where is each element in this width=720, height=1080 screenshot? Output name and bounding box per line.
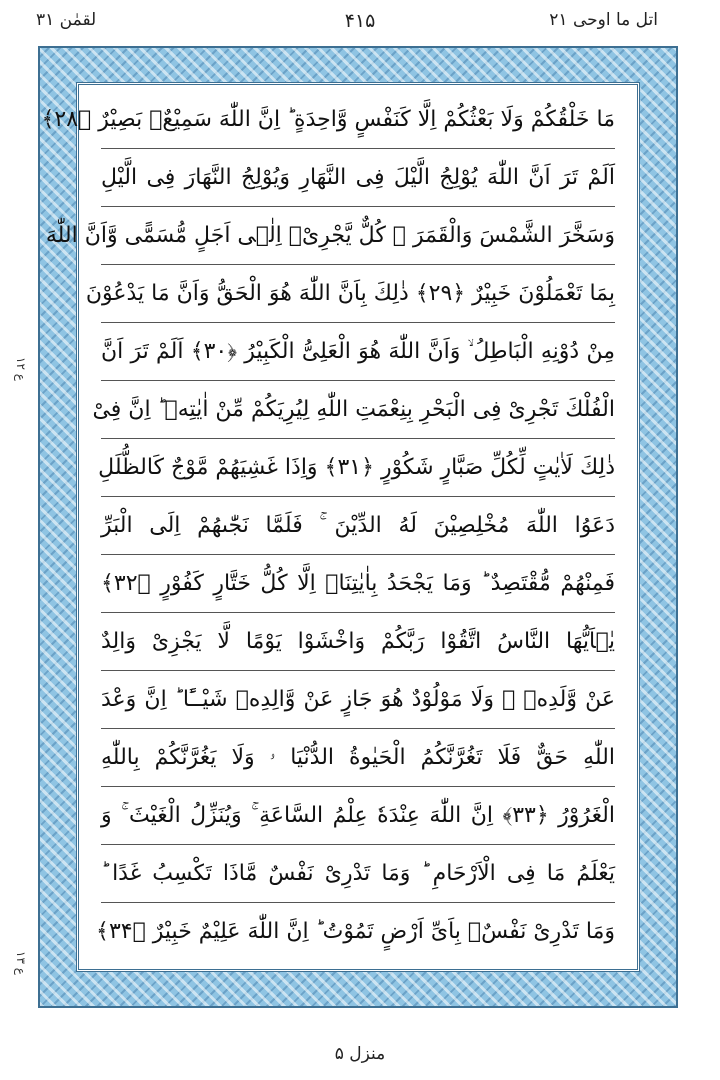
verse-line: دَعَوُا اللّٰهَ مُخْلِصِيْنَ لَهُ الدِّيْنَ ۚ فَلَمَّا نَجّٰىهُمْ اِلَى الْبَرِّ <box>101 497 615 555</box>
ruku-mark-upper: ع ۱۲ <box>14 357 28 381</box>
verse-line: يٰۤاَيُّهَا النَّاسُ اتَّقُوْا رَبَّكُمْ وَاخْشَوْا يَوْمًا لَّا يَجْزِىْ وَالِدٌ <box>101 613 615 671</box>
juz-name: اتل ما اوحی ۲۱ <box>549 10 658 30</box>
verse-line: وَمَا تَدْرِىْ نَفْسٌۢ بِاَىِّ اَرْضٍ تَمُوْتُ ؕ اِنَّ اللّٰهَ عَلِيْمٌ خَبِيْرٌ ﴿۳۴﴾ <box>96 919 615 944</box>
verse-line: مَا خَلْقُكُمْ وَلَا بَعْثُكُمْ اِلَّا كَنَفْسٍ وَّاحِدَةٍ ؕ اِنَّ اللّٰهَ سَمِيْعٌۢ بَصِيْرٌ ﴿۲۸﴾ <box>101 91 615 149</box>
surah-name: لقمٰن ۳۱ <box>36 10 97 30</box>
verse-line: مِنْ دُوْنِهِ الْبَاطِلُ ۙ وَاَنَّ اللّٰهَ هُوَ الْعَلِىُّ الْكَبِيْرُ ﴿۳۰﴾ اَلَمْ تَرَ اَنَّ <box>101 323 615 381</box>
verse-line: فَمِنْهُمْ مُّقْتَصِدٌ ؕ وَمَا يَجْحَدُ بِاٰيٰتِنَاۤ اِلَّا كُلُّ خَتَّارٍ كَفُوْرٍ ﴿۳۲﴾ <box>101 555 615 613</box>
decorative-border-frame <box>38 46 678 1008</box>
verse-line: اللّٰهِ حَقٌّ فَلَا تَغُرَّنَّكُمُ الْحَيٰوةُ الدُّنْيَا ۥ وَلَا يَغُرَّنَّكُمْ بِاللّٰهِ <box>101 729 615 787</box>
verse-line: الْفُلْكَ تَجْرِىْ فِى الْبَحْرِ بِنِعْمَتِ اللّٰهِ لِيُرِيَكُمْ مِّنْ اٰيٰتِهٖ ؕ اِنَّ فِىْ <box>101 381 615 439</box>
ruku-mark-lower: ع ۱۳ <box>14 951 28 975</box>
page-number: ۴۱۵ <box>344 10 376 32</box>
verse-line: وَسَخَّرَ الشَّمْسَ وَالْقَمَرَ ؗ كُلٌّ يَّجْرِىْۤ اِلٰۤى اَجَلٍ مُّسَمًّى وَّاَنَّ اللّٰهَ <box>101 207 615 265</box>
verse-line: يَعْلَمُ مَا فِى الْاَرْحَامِ ؕ وَمَا تَدْرِىْ نَفْسٌ مَّاذَا تَكْسِبُ غَدًا ؕ <box>101 845 615 903</box>
verse-line: اَلَمْ تَرَ اَنَّ اللّٰهَ يُوْلِجُ الَّيْلَ فِى النَّهَارِ وَيُوْلِجُ النَّهَارَ فِى الَّيْلِ <box>101 149 615 207</box>
verse-line: ذٰلِكَ لَاٰيٰتٍ لِّكُلِّ صَبَّارٍ شَكُوْرٍ ﴿۳۱﴾ وَاِذَا غَشِيَهُمْ مَّوْجٌ كَالظُّلَلِ <box>101 439 615 497</box>
manzil-label: منزل ۵ <box>334 1044 386 1064</box>
verse-line: عَنْ وَّلَدِهٖ ۖ وَلَا مَوْلُوْدٌ هُوَ جَازٍ عَنْ وَّالِدِهٖ شَيْــًٔا ؕ اِنَّ وَعْدَ <box>101 671 615 729</box>
text-area <box>41 82 640 972</box>
verse-line: بِمَا تَعْمَلُوْنَ خَبِيْرٌ ﴿۲۹﴾ ذٰلِكَ بِاَنَّ اللّٰهَ هُوَ الْحَقُّ وَاَنَّ مَا يَدْعُوْنَ <box>101 265 615 323</box>
verse-line: الْغَرُوْرُ ﴿۳۳﴾ اِنَّ اللّٰهَ عِنْدَهٗ عِلْمُ السَّاعَةِ ۚ وَيُنَزِّلُ الْغَيْثَ ۚ وَ <box>101 787 615 845</box>
